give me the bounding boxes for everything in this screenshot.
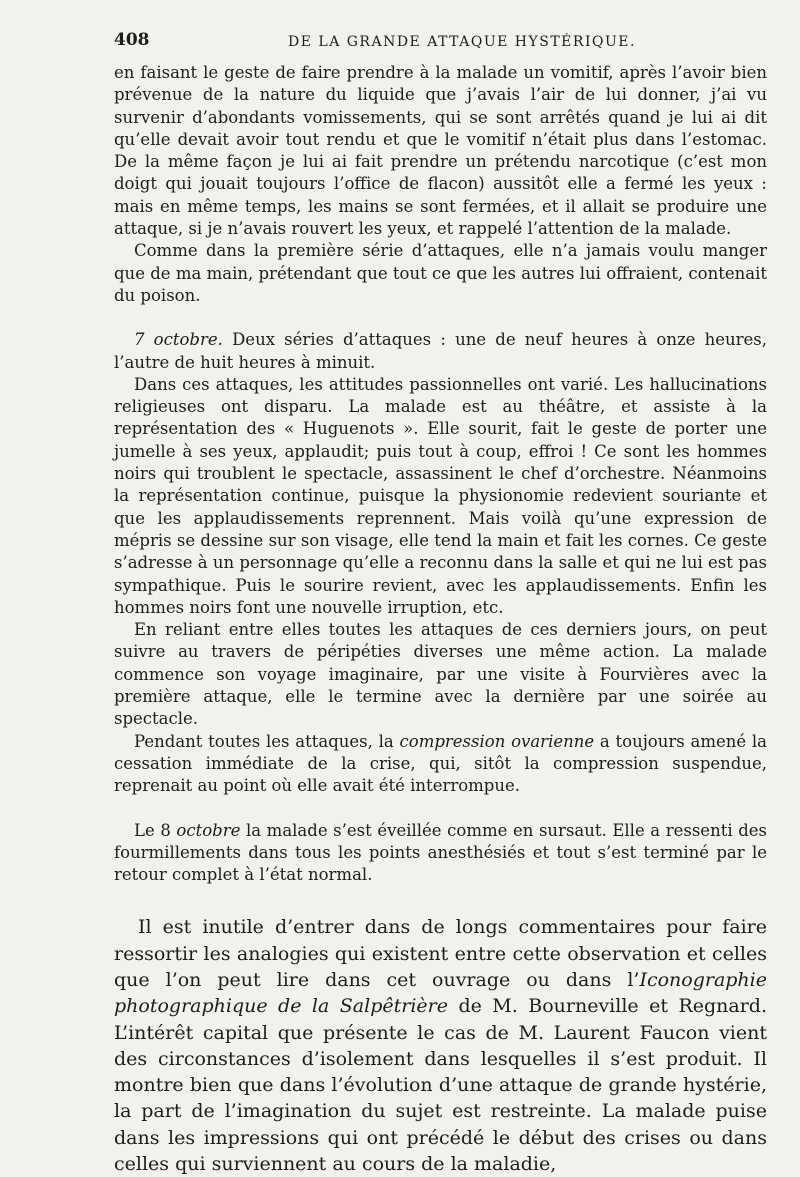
paragraph-8-text-a: Il est inutile d’entrer dans de longs commentaires pour faire ressortir les analogies qui existent entre cette observation et celles que l’on peut lire dans cet ouvrage ou dans l’ xyxy=(114,916,767,991)
paragraph-3-text: Deux séries d’attaques : une de neuf heures à onze heures, l’autre de huit heures à minuit. xyxy=(114,330,767,372)
paragraph-8 xyxy=(114,914,767,1177)
paragraph-4: Dans ces attaques, les attitudes passionnelles ont varié. Les hallucinations religieuses ont disparu. La malade est au théâtre, et assiste à la représentation des « Huguenots ». Elle sourit, fait le geste de porter une jumelle à ses yeux, applaudit; puis tout à coup, effroi ! Ce sont les hommes noirs qui troublent le spectacle, assassinent le chef d’orchestre. Néanmoins la représentation continue, puisque la physionomie redevient souriante et que les applaudissements reprennent. Mais voilà qu’une expression de mépris se dessine sur son visage, elle tend la main et fait les cornes. Ce geste s’adresse à un personnage qu’elle a reconnu dans la salle et qui ne lui est pas sympathique. Puis le sourire revient, avec les applaudissements. Enfin les hommes noirs font une nouvelle irruption, etc. xyxy=(114,374,767,617)
paragraph-2: Comme dans la première série d’attaques, elle n’a jamais voulu manger que de ma main, prétendant que tout ce que les autres lui offraient, contenait du poison. xyxy=(114,241,767,305)
running-title: DE LA GRANDE ATTAQUE HYSTÉRIQUE. xyxy=(288,34,636,50)
commentary-section xyxy=(114,914,767,1177)
paragraph-7-text-a: Le 8 xyxy=(134,820,177,840)
paragraph-6 xyxy=(114,731,767,798)
date-entry-8-octobre: octobre xyxy=(176,820,241,840)
paragraph-8-text-b: de M. Bourneville et Regnard. L’intérêt capital que présente le cas de M. Laurent Faucon vient des circonstances d’isolement dans lesquelles il s’est produit. Il montre bien que dans l’évolution d’une attaque de grande hystérie, la part de l’imagination du sujet est restreinte. La malade puise dans les impressions qui ont précédé le début des crises ou dans celles qui surviennent au cours de la maladie, xyxy=(114,995,768,1176)
paragraph-7 xyxy=(114,820,767,887)
body-text xyxy=(114,62,767,1177)
paragraph-1: en faisant le geste de faire prendre à la malade un vomitif, après l’avoir bien prévenue de la nature du liquide que j’avais l’air de lui donner, j’ai vu survenir d’abondants vomissements, qui se sont arrêtés quand je lui ai dit qu’elle devait avoir tout rendu et que le vomitif n’était plus dans l’estomac. De la même façon je lui ai fait prendre un prétendu narcotique (c’est mon doigt qui jouait toujours l’office de flacon) aussitôt elle a fermé les yeux : mais en même temps, les mains se sont fermées, et il allait se produire une attaque, si je n’avais rouvert les yeux, et rappelé l’attention de la malade. xyxy=(114,63,767,239)
page-header xyxy=(114,30,760,54)
paragraph-3 xyxy=(114,329,767,374)
emphasis-iconographie: Iconographie photographique de la Salpêtrière xyxy=(114,968,767,1018)
paragraph-7-text-b: la malade s’est éveillée comme en sursaut. Elle a ressenti des fourmillements dans tous les points anesthésiés et tout s’est terminé par le retour complet à l’état normal. xyxy=(114,820,767,885)
date-entry-7-octobre: 7 octobre. xyxy=(134,330,223,350)
emphasis-compression-ovarienne: compression ovarienne xyxy=(399,731,595,751)
paragraph-5: En reliant entre elles toutes les attaques de ces derniers jours, on peut suivre au travers de péripéties diverses une même action. La malade commence son voyage imaginaire, par une visite à Fourvières avec la première attaque, elle le termine avec la dernière par une soirée au spectacle. xyxy=(114,620,767,729)
paragraph-6-text-b: a toujours amené la cessation immédiate de la crise, qui, sitôt la compression suspendue, reprenait au point où elle avait été interrompue. xyxy=(114,731,768,796)
paragraph-6-text-a: Pendant toutes les attaques, la xyxy=(134,731,400,751)
page-number: 408 xyxy=(114,30,150,50)
